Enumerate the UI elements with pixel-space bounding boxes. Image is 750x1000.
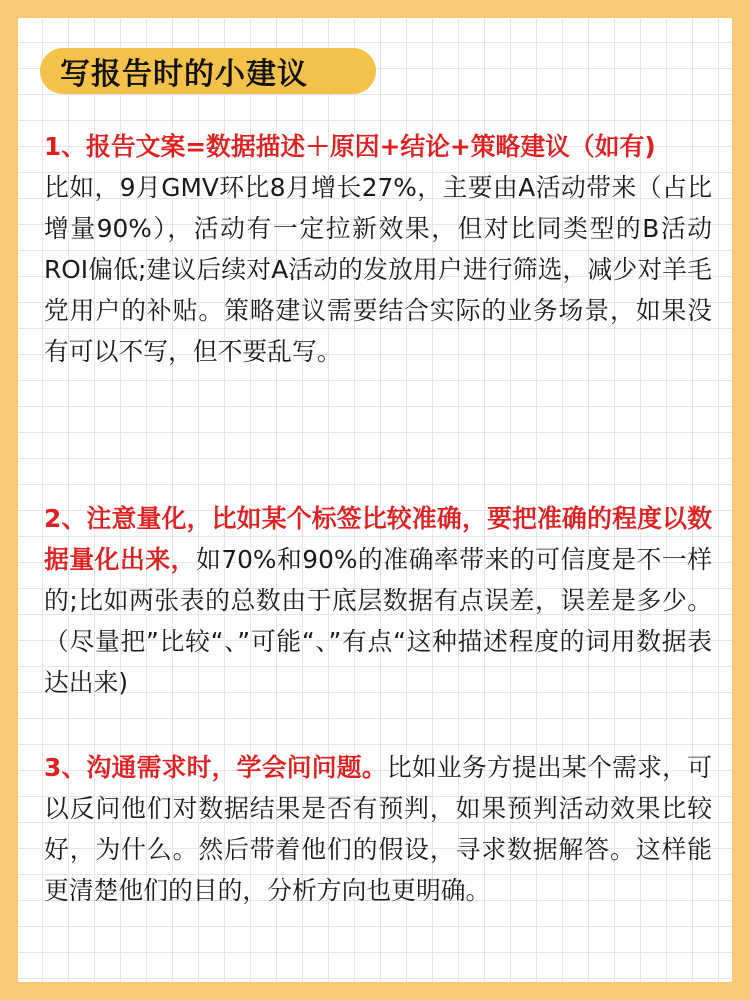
tip-1-body: 比如，9月GMV环比8月增长27%，主要由A活动带来（占比增量90%），活动有一定拉新效果，但对比同类型的B活动ROI偏低;建议后续对A活动的发放用户进行筛选，减少对羊毛党用户的补贴。策略建议需要结合实际的业务场景，如果没有可以不写，但不要乱写。 — [44, 173, 712, 366]
tip-2-body: 如70%和90%的准确率带来的可信度是不一样的;比如两张表的总数由于底层数据有点误差，误差是多少。（尽量把”比较“、”可能“、”有点“这种描述程度的词用数据表达出来) — [44, 545, 712, 697]
tip-3-body: 比如业务方提出某个需求，可以反问他们对数据结果是否有预判，如果预判活动效果比较好，为什么。然后带着他们的假设，寻求数据解答。这样能更清楚他们的目的，分析方向也更明确。 — [44, 753, 712, 905]
tip-2-heading: 2、注意量化，比如某个标签比较准确，要把准确的程度以数据量化出来， — [44, 504, 712, 574]
tip-3-heading: 3、沟通需求时，学会问问题。 — [44, 753, 387, 782]
tip-section-1 — [44, 126, 712, 372]
title-badge — [40, 48, 376, 94]
tip-1-heading: 1、报告文案=数据描述＋原因+结论+策略建议（如有) — [44, 132, 656, 161]
tip-section-2 — [44, 498, 712, 703]
tip-section-3 — [44, 747, 712, 911]
page-title: 写报告时的小建议 — [60, 57, 308, 92]
